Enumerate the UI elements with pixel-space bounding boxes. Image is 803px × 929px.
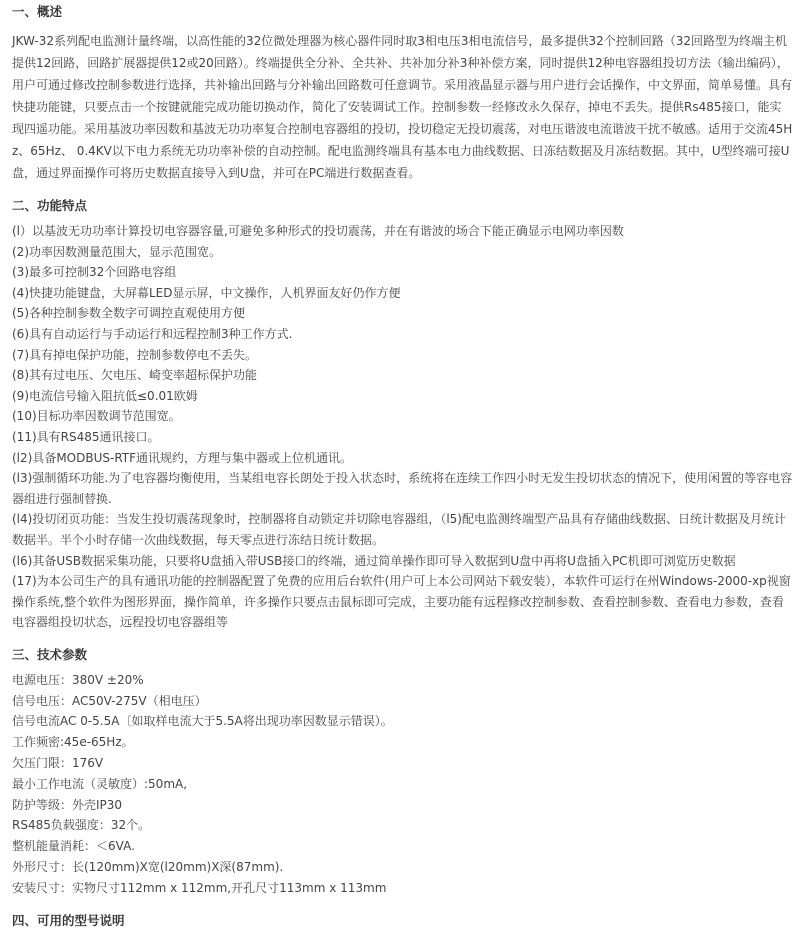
specs-list	[12, 670, 793, 899]
feature-item: (2)功率因数测量范围大，显示范围宽。	[12, 244, 221, 259]
feature-item: (l6)其备USB数据采集功能，只要将U盘插入带USB接口的终端，通过简单操作即可导入数据到U盘中再将U盘插入PC机即可浏览历史数据	[12, 553, 736, 568]
spec-item: 工作频密:45e-65Hz。	[12, 735, 134, 750]
spec-item: 最小工作电流（灵敏度）:50mA,	[12, 776, 188, 791]
spec-item: 整机能量消耗：＜6VA.	[12, 839, 135, 854]
spec-item: RS485负载强度：32个。	[12, 818, 151, 833]
feature-item: (4)快捷功能键盘，大屏幕LED显示屏，中文操作，人机界面友好仍作方便	[12, 285, 401, 300]
spec-item: 外形尺寸：长(120mm)X宽(l20mm)X深(87mm).	[12, 860, 284, 875]
spec-item: 信号电流AC 0-5.5A〔如取样电流大于5.5A将出现功率因数显示错误）。	[12, 714, 393, 729]
spec-item: 欠压门限：176V	[12, 756, 104, 771]
feature-item: (l4)投切闭页功能：当发生投切震荡现象时，控制器将自动锁定并切除电容器组，（l5)配电监测终端型产品具有存储曲线数据、日统计数据及月统计数据半。半个小时存储一次曲线数据，每天零点进行冻结日统计数据。	[12, 512, 786, 547]
feature-item: (10)目标功率因数调节范围宽。	[12, 409, 181, 424]
overview-heading: 一、概述	[12, 4, 63, 19]
spec-item: 防护等级：外壳IP30	[12, 797, 123, 812]
features-heading: 二、功能特点	[12, 198, 88, 213]
spec-item: 电源电压：380V ±20%	[12, 672, 144, 687]
feature-item: (6)具有自动运行与手动运行和远程控制3种工作方式.	[12, 326, 293, 341]
feature-item: (8)其有过电压、欠电压、崎变率超标保护功能	[12, 368, 257, 383]
features-list	[12, 221, 793, 633]
feature-item: (3)最多可控制32个回路电容组	[12, 265, 177, 280]
feature-item: (11)具有RS485通讯接口。	[12, 429, 160, 444]
feature-item: (l）以基波无功功率计算投切电容器容量,可避免多种形式的投切震荡，并在有谐波的场合下能正确显示电网功率因数	[12, 224, 624, 238]
overview-paragraph: JKW-32系列配电监测计量终端，以高性能的32位微处理器为核心器件同时取3相电压3相电流信号，最多提供32个控制回路（32回路型为终端主机提供12回路，回路扩展器提供12或20回路）。终端提供全分补、全共补、共补加分补3种补偿方案，同时提供12种电容器组投切方法（输出编码），用户可通过修改控制参数进行选择，共补输出回路与分补输出回路数可任意调节。采用液晶显示器与用户进行会话操作，中文界面，简单易懂。具有快捷功能键，只要点击一个按键就能完成功能切换动作，简化了安装调试工作。控制参数一经修改永久保存，掉电不丢失。提供Rs485接口，能实现四遥功能。采用基波功率因数和基波无功功率复合控制电容器组的投切，投切稳定无投切震荡，对电压谐波电流谐波干扰不敏感。适用于交流45Hz、65Hz、 0.4KV以下电力系统无功功率补偿的自动控制。配电监测终端具有基本电力曲线数据、日冻结数据及月冻结数据。其中，U型终端可接U盘，通过界面操作可将历史数据直接导入到U盘，并可在PC端进行数据查看。	[12, 34, 793, 180]
feature-item: (17)为本公司生产的具有通讯功能的控制器配置了免费的应用后台软件(用户可上本公司网站下载安装），本软件可运行在州Windows-2000-xp视窗操作系统,整个软件为图形界面，操作简单，许多操作只要点击鼠标即可完成，主要功能有远程修改控制参数、查看控制参数、查看电力参数，查看电容器组投切状态，远程投切电容器组等	[12, 574, 791, 630]
feature-item: (5)各种控制参数全数字可调控直观使用方便	[12, 306, 245, 321]
feature-item: (9)电流信号输入阻抗低≤0.01欧姆	[12, 388, 198, 403]
spec-item: 信号电压：AC50V-275V（相电压）	[12, 693, 207, 708]
feature-item: (7)具有掉电保护功能，控制参数停电不丢失。	[12, 347, 257, 362]
spec-item: 安装尺寸：实物尺寸112mm x 112mm,开孔尺寸113mm x 113mm	[12, 880, 387, 895]
models-heading: 四、可用的型号说明	[12, 912, 125, 928]
specs-heading: 三、技术参数	[12, 646, 88, 662]
feature-item: (l2)具备MODBUS-RTF通讯规约，方理与集中器或上位机通讯。	[12, 450, 353, 465]
feature-item: (l3)强制循环功能.为了电容器均衡使用，当某组电容长朗处于投入状态时，系统将在连续工作四小时无发生投切状态的情况下，使用闲置的等容电容器组进行强制替换.	[12, 471, 793, 506]
